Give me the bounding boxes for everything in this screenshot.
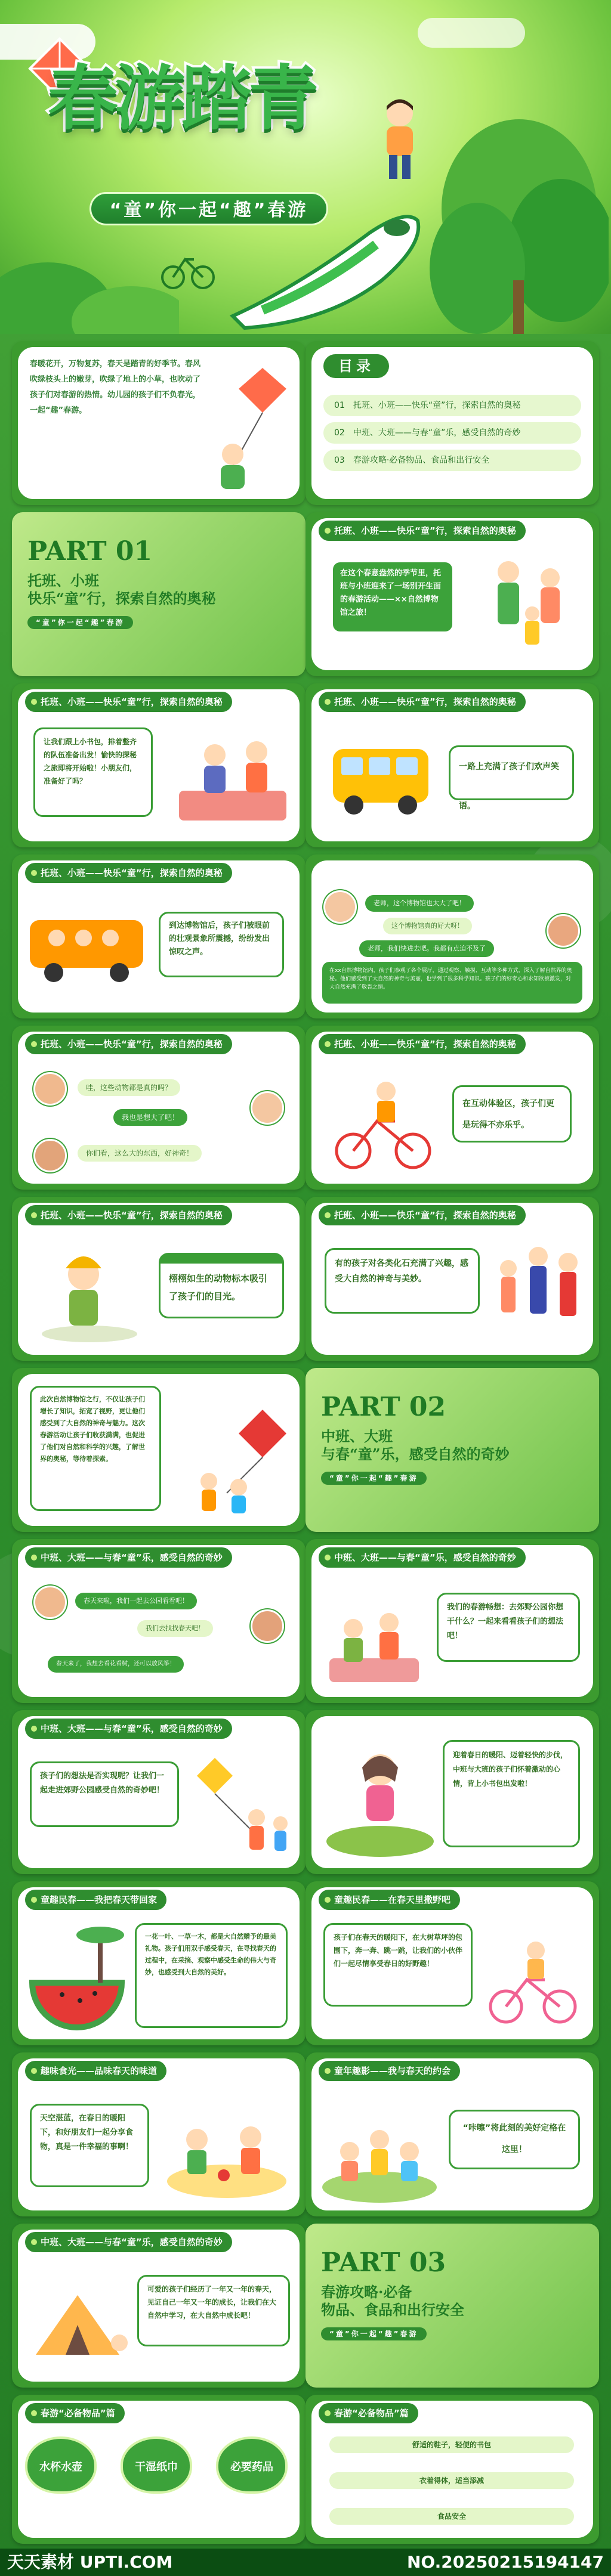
slide-text: 让我们跟上小书包，排着整齐的队伍准备出发！愉快的探秘之旅即将开始啦！小朋友们，准备好了吗？ — [33, 727, 153, 817]
item-bubble: 水杯水壶 — [25, 2436, 97, 2494]
slide-header: 童年趣影——我与春天的约会 — [319, 2061, 460, 2081]
tent-illustration — [24, 2271, 137, 2373]
watermark-left: 天天素材 UPTI.COM — [7, 2552, 173, 2572]
slide-departure — [306, 1710, 599, 1874]
picnic-food-illustration — [161, 2092, 292, 2205]
slide-dialogue-animals — [12, 1026, 306, 1190]
kite-child-illustration — [209, 365, 292, 496]
cover-subtitle: “童”你一起“趣”春游 — [90, 192, 328, 225]
cycling-child-illustration — [329, 1067, 437, 1175]
part-tag: “童”你一起“趣”春游 — [321, 2327, 427, 2340]
slide-header: 春游“必备物品”篇 — [25, 2403, 125, 2423]
chat-bubble: 春天来了，我想去看花看树，还可以放风筝！ — [48, 1656, 184, 1673]
slide-header: 托班、小班——快乐“童”行，探索自然的奥秘 — [319, 692, 526, 712]
slide-text: 我们的春游畅想：去郊野公园你想干什么？一起来看看孩子们的想法吧！ — [437, 1593, 580, 1662]
part01-slide — [12, 512, 306, 676]
part-number: PART 02 — [321, 1392, 446, 1422]
tip-title: 衣着得体，适当添减 — [329, 2472, 574, 2489]
slide-summary-small — [12, 1368, 306, 1532]
cloud-decoration — [418, 18, 525, 48]
toc-item-2[interactable]: 02 中班、大班——与春“童”乐，感受自然的奇妙 — [323, 422, 581, 444]
slide-bus — [306, 683, 599, 847]
slide-header: 趣味食光——品味春天的味道 — [25, 2061, 166, 2081]
chat-bubble: 我们去找找春天吧！ — [137, 1620, 213, 1637]
exploring-child-illustration — [36, 1239, 143, 1346]
bushes-illustration — [0, 215, 179, 334]
slide-park-idea — [306, 1539, 599, 1703]
intro-slide — [12, 341, 306, 505]
slide-items — [12, 2395, 306, 2544]
train-illustration — [227, 197, 424, 334]
slide-text: 可爱的孩子们经历了一年又一年的春天，见证自己一年又一年的成长，让我们在大自然中学习，在大自然中成长吧！ — [137, 2275, 290, 2346]
avatar — [33, 1072, 67, 1106]
slide-ready — [12, 683, 306, 847]
slide-text: 一花一叶、一草一木，都是大自然赠予的最美礼物。孩子们用双手感受春天，在寻找春天的过程中，在采摘、观察中感受生命的伟大与奇妙，也感受到大自然的美好。 — [135, 1923, 288, 2028]
watermark-right: NO.20250215194147 — [406, 2552, 604, 2572]
part-title-line2: 与春“童”乐，感受自然的奇妙 — [321, 1445, 510, 1463]
slide-text: 到达博物馆后，孩子们被眼前的壮观景象所震撼，纷纷发出惊叹之声。 — [159, 912, 284, 977]
avatar — [323, 890, 357, 924]
part-number: PART 01 — [27, 536, 153, 566]
part02-slide — [306, 1368, 599, 1532]
toc-item-3[interactable]: 03 春游攻略·必备物品、食品和出行安全 — [323, 450, 581, 471]
slide-header: 童趣民春——我把春天带回家 — [25, 1890, 166, 1910]
cover-slide — [0, 0, 611, 334]
chat-bubble: 老师，我们快进去吧。我都有点迫不及了 — [359, 940, 494, 957]
slide-text: 在互动体验区，孩子们更是玩得不亦乐乎。 — [452, 1085, 572, 1143]
trees-illustration — [430, 54, 609, 334]
slide-text: 在这个春意盎然的季节里，托班与小班迎来了一场别开生面的春游活动——××自然博物馆之旅！ — [333, 562, 452, 631]
part-title-line1: 春游攻略·必备 — [321, 2283, 412, 2301]
slide-arrive — [12, 854, 306, 1018]
slide-header: 童趣民春——在春天里撒野吧 — [319, 1890, 460, 1910]
toc-item-1[interactable]: 01 托班、小班——快乐“童”行，探索自然的奥秘 — [323, 395, 581, 416]
slide-specimens — [12, 1197, 306, 1361]
slide-interactive — [306, 1026, 599, 1190]
part-title-line2: 快乐“童”行，探索自然的奥秘 — [27, 590, 216, 607]
part-tag: “童”你一起“趣”春游 — [27, 616, 133, 629]
family-walking-illustration — [485, 1239, 586, 1346]
slide-header: 中班、大班——与春“童”乐，感受自然的奇妙 — [319, 1547, 526, 1568]
slide-header: 托班、小班——快乐“童”行，探索自然的奥秘 — [319, 521, 526, 541]
slide-header: 中班、大班——与春“童”乐，感受自然的奇妙 — [25, 1719, 232, 1739]
slide-food — [12, 2052, 306, 2216]
slide-text: 有的孩子对各类化石充满了兴趣，感受大自然的神奇与美妙。 — [325, 1248, 480, 1314]
watermelon-illustration — [26, 1923, 128, 2030]
child-figure — [364, 95, 436, 185]
slide-photo — [306, 2052, 599, 2216]
slide-growth — [12, 2224, 306, 2388]
chat-bubble: 春天来啦，我们一起去公园看看吧！ — [75, 1593, 197, 1609]
picnic-illustration — [173, 725, 292, 826]
item-bubble: 必要药品 — [216, 2436, 288, 2494]
kite-flying-illustration — [191, 1752, 292, 1859]
slide-header: 托班、小班——快乐“童”行，探索自然的奥秘 — [319, 1205, 526, 1225]
part-tag: “童”你一起“趣”春游 — [321, 1472, 427, 1485]
part-title-line1: 中班、大班 — [321, 1428, 393, 1445]
tip-title: 舒适的鞋子，轻便的书包 — [329, 2436, 574, 2453]
school-bus-illustration — [327, 731, 434, 826]
chat-bubble: 哇，这些动物都是真的吗？ — [78, 1079, 180, 1096]
slide-text: 迎着春日的暖阳、迈着轻快的步伐，中班与大班的孩子们怀着激动的心情，背上小书包出发啦！ — [443, 1740, 580, 1847]
slide-header: 中班、大班——与春“童”乐，感受自然的奇妙 — [25, 1547, 232, 1568]
group-photo-illustration — [320, 2092, 439, 2205]
family-illustration — [479, 554, 586, 655]
avatar — [251, 1091, 284, 1125]
avatar — [33, 1586, 67, 1619]
slide-bring-home — [12, 1881, 306, 2045]
slide-header: 中班、大班——与春“童”乐，感受自然的奇妙 — [25, 2232, 232, 2252]
watermark-bar — [0, 2549, 611, 2576]
slide-museum-intro — [306, 512, 599, 676]
intro-text: 春暖花开，万物复苏，春天是踏青的好季节。春风吹绿枝头上的嫩芽，吹绿了地上的小草，也吹动了孩子们对春游的热情。幼儿园的孩子们不负春光，一起“趣”春游。 — [30, 360, 201, 415]
slide-header: 托班、小班——快乐“童”行，探索自然的奥秘 — [319, 1034, 526, 1054]
bicycle-girl-illustration — [482, 1923, 584, 2030]
slide-header: 托班、小班——快乐“童”行，探索自然的奥秘 — [25, 692, 232, 712]
children-reading-illustration — [323, 1581, 425, 1688]
girl-flowers-illustration — [323, 1734, 437, 1859]
toc-title: 目录 — [323, 354, 389, 378]
slide-text: 孩子们在春天的暖阳下，在大树草坪的包围下，奔一奔、跳一跳，让我们的小伙伴们一起尽情享受春日的好野趣！ — [323, 1923, 473, 2007]
part-number: PART 03 — [321, 2247, 446, 2278]
part03-slide — [306, 2224, 599, 2388]
part-title-line2: 物品、食品和出行安全 — [321, 2301, 464, 2318]
avatar — [33, 1139, 67, 1172]
slide-text: 此次自然博物馆之行，不仅让孩子们增长了知识，拓宽了视野，更让他们感受到了大自然的神奇与魅力。这次春游活动让孩子们收获满满，也促进了他们对自然和科学的兴趣，了解世界的奥秘，等待着探索。 — [30, 1386, 161, 1511]
chat-bubble: 我也是想大了吧！ — [113, 1109, 187, 1126]
avatar — [251, 1609, 284, 1643]
slide-header: 托班、小班——快乐“童”行，探索自然的奥秘 — [25, 1205, 232, 1225]
cover-title: 春游踏青 — [48, 57, 316, 140]
slide-outdoor — [306, 1881, 599, 2045]
slide-dialogue-spring — [12, 1539, 306, 1703]
bus-children-illustration — [24, 902, 149, 992]
slide-text: 在xx自然博物馆内，孩子们参观了各个展厅，通过观察、触摸、互动等多种方式，深入了解自然界的奥秘。他们感受到了大自然的神奇与美丽，也学到了很多科学知识。孩子们的好奇心和求知欲被激发，对大自然充满了敬畏之情。 — [322, 962, 582, 1004]
chat-bubble: 这个博物馆真的好大呀！ — [383, 918, 472, 934]
slide-text: 一路上充满了孩子们欢声笑语。 — [449, 745, 574, 800]
slide-fossils — [306, 1197, 599, 1361]
tip-title: 食品安全 — [329, 2508, 574, 2525]
chat-bubble: 你们看，这么大的东西，好神奇！ — [78, 1145, 202, 1162]
toc-slide — [306, 341, 599, 505]
slide-realized — [12, 1710, 306, 1874]
slide-header: 托班、小班——快乐“童”行，探索自然的奥秘 — [25, 863, 232, 883]
item-bubble: 干湿纸巾 — [121, 2436, 192, 2494]
kite-children-illustration — [179, 1404, 292, 1517]
slide-text: 天空湛蓝，在春日的暖阳下，和好朋友们一起分享食物，真是一件幸福的事啊！ — [30, 2104, 149, 2187]
slide-text: 栩栩如生的动物标本吸引了孩子们的目光。 — [159, 1253, 284, 1318]
slide-dialogue-museum — [306, 854, 599, 1018]
bicycle-icon — [161, 239, 215, 292]
part-title-line1: 托班、小班 — [27, 572, 99, 589]
chat-bubble: 老师，这个博物馆也太大了吧！ — [365, 895, 474, 912]
slide-header: 春游“必备物品”篇 — [319, 2403, 418, 2423]
avatar — [547, 914, 580, 948]
slide-text: 孩子们的想法是否实现呢？让我们一起走进郊野公园感受自然的奇妙吧！ — [30, 1761, 179, 1827]
slide-header: 托班、小班——快乐“童”行，探索自然的奥秘 — [25, 1034, 232, 1054]
slide-text: “咔嚓”将此刻的美好定格在这里！ — [449, 2110, 580, 2169]
slide-tips — [306, 2395, 599, 2544]
